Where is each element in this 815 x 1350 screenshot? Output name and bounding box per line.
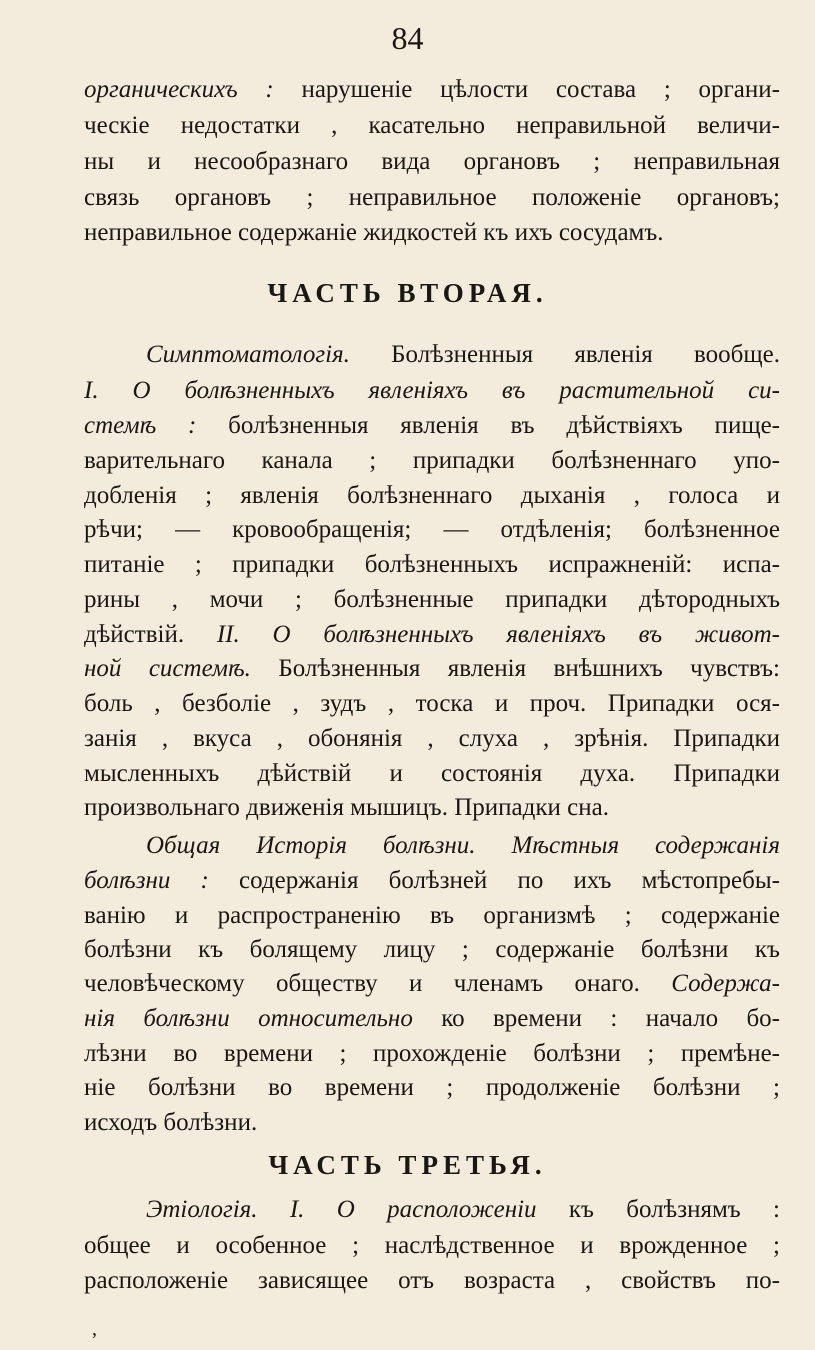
text-segment: Болѣзненныя явленія вообще. xyxy=(349,341,780,368)
text-segment: связь органовъ ; неправильное положеніе органовъ; xyxy=(84,184,780,211)
italic-segment: II. О болѣзненныхъ явленіяхъ въ живот- xyxy=(216,621,780,648)
text-line xyxy=(84,108,780,144)
text-segment: мысленныхъ дѣйствій и состоянія духа. Припадки xyxy=(84,760,780,787)
italic-segment: I. О болѣзненныхъ явленіяхъ въ растительной си- xyxy=(84,377,780,404)
text-segment: исходъ болѣзни. xyxy=(84,1109,258,1136)
text-segment: лѣзни во времени ; прохожденіе болѣзни ; премѣне- xyxy=(84,1040,780,1067)
italic-segment: Общая Исторія болѣзни. Мѣстныя содержанія xyxy=(146,832,780,859)
text-segment: ко времени : начало бо- xyxy=(412,1005,780,1032)
text-line xyxy=(84,1070,780,1106)
italic-segment: стемѣ : xyxy=(84,412,197,439)
text-line xyxy=(84,790,780,826)
text-segment: рѣчи; — кровообращенія; — отдѣленія; болѣзненное xyxy=(84,516,780,543)
text-segment: варительнаго канала ; припадки болѣзненнаго упо- xyxy=(84,447,780,474)
text-line xyxy=(146,828,780,864)
italic-segment: нія болѣзни относительно xyxy=(84,1005,413,1032)
text-line xyxy=(146,337,780,373)
text-segment: дѣйствій. xyxy=(84,621,217,648)
text-segment: Болѣзненныя явленія внѣшнихъ чувствъ: xyxy=(250,655,780,682)
text-segment: болѣзни къ болящему лицу ; содержаніе болѣзни къ xyxy=(84,936,780,963)
text-line xyxy=(84,686,780,722)
text-line xyxy=(84,547,780,583)
italic-segment: Этіологія. I. О расположеніи xyxy=(146,1196,537,1223)
text-line xyxy=(84,651,780,687)
text-line xyxy=(84,1036,780,1072)
text-line xyxy=(84,408,780,444)
text-line xyxy=(84,898,780,934)
italic-segment: ной системѣ. xyxy=(84,655,251,682)
text-segment: общее и особенное ; наслѣдственное и врожденное ; xyxy=(84,1232,780,1259)
text-segment: расположеніе зависящее отъ возраста , свойствъ по- xyxy=(84,1267,780,1294)
text-segment: занія , вкуса , обонянія , слуха , зрѣнія. Припадки xyxy=(84,725,780,752)
text-line xyxy=(84,1001,780,1037)
italic-segment: органическихъ : xyxy=(84,76,274,103)
italic-segment: Симптоматологія. xyxy=(146,341,350,368)
text-line xyxy=(84,966,780,1002)
text-line xyxy=(84,582,780,618)
page-number: 84 xyxy=(391,20,424,56)
text-segment: питаніе ; припадки болѣзненныхъ испражненій: испа- xyxy=(84,551,780,578)
text-segment: болѣзненныя явленія въ дѣйствіяхъ пище- xyxy=(196,412,780,439)
text-segment: ванію и распространенію въ организмѣ ; содержаніе xyxy=(84,902,780,929)
text-line xyxy=(84,1263,780,1299)
text-segment: человѣческому обществу и членамъ онаго. xyxy=(84,970,672,997)
text-segment: къ болѣзнямъ : xyxy=(536,1196,780,1223)
heading-part-two: ЧАСТЬ ВТОРАЯ. xyxy=(267,278,548,308)
text-line xyxy=(84,443,780,479)
text-segment: боль , безболіе , зудъ , тоска и проч. Припадки ося- xyxy=(84,690,780,717)
text-segment: произвольнаго движенія мышицъ. Припадки сна. xyxy=(84,794,609,821)
text-segment: рины , мочи ; болѣзненные припадки дѣтородныхъ xyxy=(84,586,780,613)
italic-segment: Содержа- xyxy=(671,970,780,997)
heading-part-three: ЧАСТЬ ТРЕТЬЯ. xyxy=(268,1150,547,1180)
text-segment: содержанія болѣзней по ихъ мѣстопребы- xyxy=(208,867,780,894)
text-segment: неправильное содержаніе жидкостей къ ихъ сосудамъ. xyxy=(84,219,664,246)
text-line xyxy=(84,617,780,653)
text-segment: добленія ; явленія болѣзненнаго дыханія , голоса и xyxy=(84,482,780,509)
text-line xyxy=(84,932,780,968)
text-line xyxy=(84,863,780,899)
text-line xyxy=(84,1105,780,1141)
text-line xyxy=(146,1192,780,1228)
text-line xyxy=(84,721,780,757)
text-line xyxy=(84,144,780,180)
text-line xyxy=(84,180,780,216)
text-segment: нарушеніе цѣлости состава ; органи- xyxy=(273,76,780,103)
stray-mark: , xyxy=(92,1318,97,1340)
text-line xyxy=(84,512,780,548)
text-line xyxy=(84,478,780,514)
text-line xyxy=(84,72,780,108)
italic-segment: болѣзни : xyxy=(84,867,209,894)
text-segment: ніе болѣзни во времени ; продолженіе болѣзни ; xyxy=(84,1074,780,1101)
text-segment: ческіе недостатки , касательно неправильной величи- xyxy=(84,112,780,139)
text-line xyxy=(84,756,780,792)
text-line xyxy=(84,215,780,251)
text-line xyxy=(84,1228,780,1264)
text-segment: ны и несообразнаго вида органовъ ; неправильная xyxy=(84,148,780,175)
text-line xyxy=(84,373,780,409)
